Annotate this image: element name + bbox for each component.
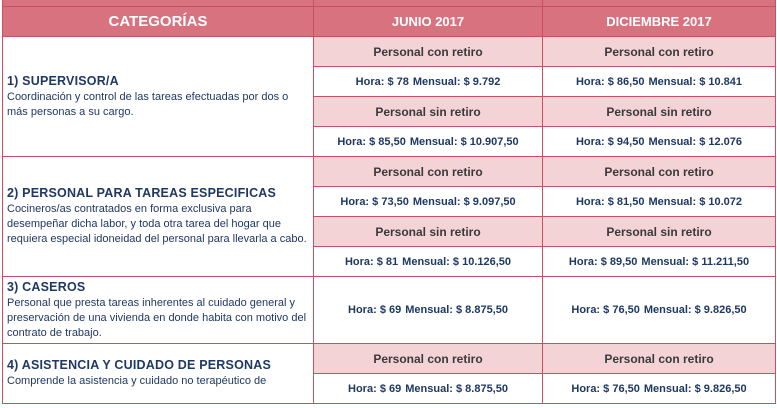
table-header-row [3,7,776,37]
subheader-con-retiro: Personal con retiro [314,157,543,187]
header-december-2017: DICIEMBRE 2017 [543,7,776,37]
category-asistencia-cuidado [3,344,314,404]
rate-cell: Hora: $ 78 Mensual: $ 9.792 [314,67,543,97]
rate-cell: Hora: $ 86,50 Mensual: $ 10.841 [543,67,776,97]
rate-cell: Hora: $ 81 Mensual: $ 10.126,50 [314,247,543,277]
header-june-2017: JUNIO 2017 [314,7,543,37]
category-caseros [3,277,314,344]
subheader-con-retiro: Personal con retiro [543,157,776,187]
table-row [3,344,776,374]
subheader-con-retiro: Personal con retiro [543,37,776,67]
subheader-con-retiro: Personal con retiro [543,344,776,374]
table-row [3,37,776,67]
rate-cell: Hora: $ 76,50 Mensual: $ 9.826,50 [543,277,776,344]
category-supervisor [3,37,314,157]
rate-cell: Hora: $ 85,50 Mensual: $ 10.907,50 [314,127,543,157]
subheader-sin-retiro: Personal sin retiro [314,97,543,127]
category-title: 1) SUPERVISOR/A [7,73,119,88]
table-row [3,277,776,344]
rate-cell: Hora: $ 73,50 Mensual: $ 9.097,50 [314,187,543,217]
subheader-sin-retiro: Personal sin retiro [543,217,776,247]
subheader-con-retiro: Personal con retiro [314,344,543,374]
category-tareas-especificas [3,157,314,277]
subheader-sin-retiro: Personal sin retiro [314,217,543,247]
salary-table [2,0,776,404]
category-description: Personal que presta tareas inherentes al cuidado general y preservación de una vivienda en donde habita con motivo del contrato de trabajo. [7,296,307,339]
rate-cell: Hora: $ 94,50 Mensual: $ 12.076 [543,127,776,157]
category-title: 2) PERSONAL PARA TAREAS ESPECIFICAS [7,186,277,200]
category-description: Coordinación y control de las tareas efectuadas por dos o más personas a su cargo. [7,90,289,118]
category-description: Cocineros/as contratados en forma exclusiva para desempeñar dicha labor, y toda otra tarea del hogar que requiera especial idoneidad del personal para llevarla a cabo. [7,203,307,245]
category-title: 4) ASISTENCIA Y CUIDADO DE PERSONAS [7,358,271,372]
subheader-con-retiro: Personal con retiro [314,37,543,67]
header-categories: CATEGORÍAS [3,7,314,37]
category-title: 3) CASEROS [7,279,86,294]
subheader-sin-retiro: Personal sin retiro [543,97,776,127]
table-row [3,157,776,187]
category-description: Comprende la asistencia y cuidado no terapéutico de [7,375,267,387]
rate-cell: Hora: $ 69 Mensual: $ 8.875,50 [314,277,543,344]
rate-cell: Hora: $ 69 Mensual: $ 8.875,50 [314,374,543,404]
rate-cell: Hora: $ 89,50 Mensual: $ 11.211,50 [543,247,776,277]
rate-cell: Hora: $ 76,50 Mensual: $ 9.826,50 [543,374,776,404]
rate-cell: Hora: $ 81,50 Mensual: $ 10.072 [543,187,776,217]
